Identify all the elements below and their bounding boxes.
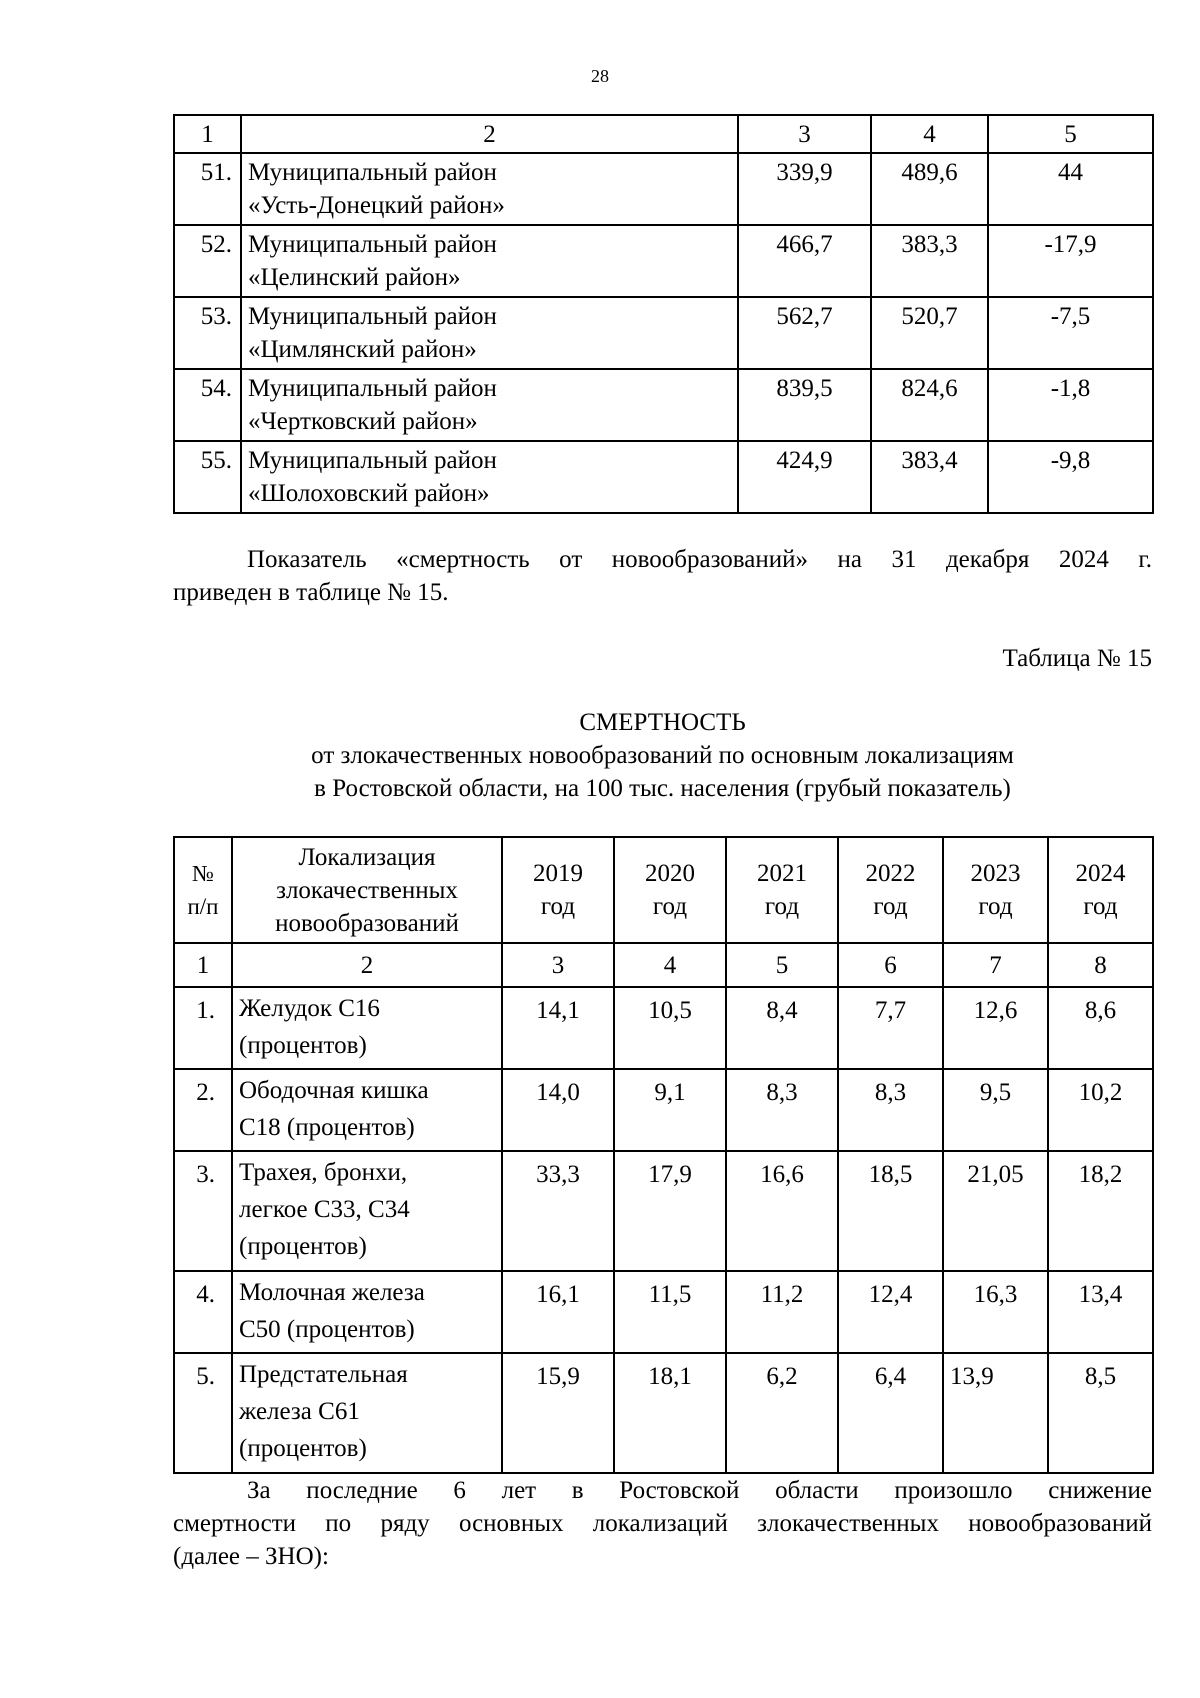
value-cell: 383,4: [871, 441, 988, 513]
title-line: СМЕРТНОСТЬ: [579, 709, 746, 736]
value-cell: -17,9: [988, 225, 1153, 297]
table-row: [174, 297, 1153, 369]
paragraph-line: приведен в таблице № 15.: [173, 579, 449, 606]
localization-name: Предстательная железа С61 (процентов): [232, 1353, 502, 1473]
title-line: от злокачественных новообразований по основным локализациям: [311, 742, 1014, 769]
row-number: 3.: [174, 1151, 232, 1271]
value-cell: 9,1: [614, 1069, 726, 1151]
header-cell: 2: [241, 115, 738, 153]
value-cell: -7,5: [988, 297, 1153, 369]
row-number: 2.: [174, 1069, 232, 1151]
paragraph-line: смертности по ряду основных локализаций злокачественных новообразований: [173, 1510, 1152, 1537]
row-number: 55.: [174, 441, 241, 513]
value-cell: 383,3: [871, 225, 988, 297]
table-row: [174, 987, 1153, 1069]
district-name: Муниципальный район «Цимлянский район»: [241, 297, 738, 369]
table-row: [174, 1271, 1153, 1353]
district-name: Муниципальный район «Целинский район»: [241, 225, 738, 297]
value-cell: 6,4: [838, 1353, 943, 1473]
value-cell: 9,5: [943, 1069, 1048, 1151]
row-number: 51.: [174, 153, 241, 225]
value-cell: 13,4: [1048, 1271, 1153, 1353]
paragraph-line: За последние 6 лет в Ростовской области произошло снижение: [247, 1477, 1152, 1504]
value-cell: -9,8: [988, 441, 1153, 513]
conclusion-paragraph: [173, 1474, 1152, 1573]
localization-name: Трахея, бронхи, легкое С33, С34 (процентов): [232, 1151, 502, 1271]
value-cell: 839,5: [738, 369, 871, 441]
table-row: [174, 369, 1153, 441]
header-year-cell: 2020 год: [614, 837, 726, 943]
table-row: [174, 1069, 1153, 1151]
value-cell: 10,5: [614, 987, 726, 1069]
value-cell: 6,2: [726, 1353, 838, 1473]
value-cell: 16,1: [502, 1271, 614, 1353]
value-cell: 11,2: [726, 1271, 838, 1353]
header-year-cell: 2019 год: [502, 837, 614, 943]
mortality-table: [173, 836, 1154, 1474]
value-cell: 424,9: [738, 441, 871, 513]
column-number: 8: [1048, 943, 1153, 987]
value-cell: 520,7: [871, 297, 988, 369]
value-cell: 8,3: [838, 1069, 943, 1151]
column-number: 3: [502, 943, 614, 987]
page-number: 28: [591, 66, 609, 86]
header-year-cell: 2023 год: [943, 837, 1048, 943]
header-cell: 4: [871, 115, 988, 153]
row-number: 53.: [174, 297, 241, 369]
value-cell: 21,05: [943, 1151, 1048, 1271]
table-header-row: [174, 115, 1153, 153]
value-cell: 12,6: [943, 987, 1048, 1069]
column-number-row: [174, 943, 1153, 987]
value-cell: 339,9: [738, 153, 871, 225]
row-number: 5.: [174, 1353, 232, 1473]
value-cell: 18,2: [1048, 1151, 1153, 1271]
column-number: 1: [174, 943, 232, 987]
header-year-cell: 2024 год: [1048, 837, 1153, 943]
value-cell: 10,2: [1048, 1069, 1153, 1151]
value-cell: 824,6: [871, 369, 988, 441]
table-caption: Таблица № 15: [1002, 645, 1152, 672]
value-cell: 8,4: [726, 987, 838, 1069]
paragraph-line: Показатель «смертность от новообразований» на 31 декабря 2024 г.: [247, 546, 1152, 573]
value-cell: 15,9: [502, 1353, 614, 1473]
district-name: Муниципальный район «Чертковский район»: [241, 369, 738, 441]
value-cell: 7,7: [838, 987, 943, 1069]
table-row: [174, 1151, 1153, 1271]
district-name: Муниципальный район «Усть-Донецкий район»: [241, 153, 738, 225]
value-cell: 16,3: [943, 1271, 1048, 1353]
value-cell: 18,5: [838, 1151, 943, 1271]
header-cell: 1: [174, 115, 241, 153]
value-cell: 8,6: [1048, 987, 1153, 1069]
value-cell: 14,0: [502, 1069, 614, 1151]
value-cell: 13,9: [943, 1353, 1048, 1473]
table-header-row: [174, 837, 1153, 943]
value-cell: -1,8: [988, 369, 1153, 441]
table-row: [174, 153, 1153, 225]
value-cell: 33,3: [502, 1151, 614, 1271]
header-year-cell: 2022 год: [838, 837, 943, 943]
header-year-cell: 2021 год: [726, 837, 838, 943]
column-number: 6: [838, 943, 943, 987]
value-cell: 17,9: [614, 1151, 726, 1271]
value-cell: 8,3: [726, 1069, 838, 1151]
localization-name: Желудок С16 (процентов): [232, 987, 502, 1069]
value-cell: 16,6: [726, 1151, 838, 1271]
localization-name: Молочная железа С50 (процентов): [232, 1271, 502, 1353]
column-number: 2: [232, 943, 502, 987]
row-number: 1.: [174, 987, 232, 1069]
intro-paragraph: [173, 543, 1152, 609]
value-cell: 12,4: [838, 1271, 943, 1353]
column-number: 4: [614, 943, 726, 987]
value-cell: 14,1: [502, 987, 614, 1069]
table-row: [174, 225, 1153, 297]
value-cell: 466,7: [738, 225, 871, 297]
table-title: [173, 706, 1152, 805]
header-localization-cell: Локализация злокачественных новообразований: [232, 837, 502, 943]
value-cell: 11,5: [614, 1271, 726, 1353]
value-cell: 18,1: [614, 1353, 726, 1473]
row-number: 52.: [174, 225, 241, 297]
column-number: 7: [943, 943, 1048, 987]
header-cell: 5: [988, 115, 1153, 153]
value-cell: 44: [988, 153, 1153, 225]
district-name: Муниципальный район «Шолоховский район»: [241, 441, 738, 513]
paragraph-line: (далее – ЗНО):: [173, 1543, 329, 1570]
header-num-cell: № п/п: [174, 837, 232, 943]
value-cell: 489,6: [871, 153, 988, 225]
column-number: 5: [726, 943, 838, 987]
table-row: [174, 441, 1153, 513]
value-cell: 562,7: [738, 297, 871, 369]
header-cell: 3: [738, 115, 871, 153]
title-line: в Ростовской области, на 100 тыс. населения (грубый показатель): [314, 775, 1011, 802]
value-cell: 8,5: [1048, 1353, 1153, 1473]
row-number: 54.: [174, 369, 241, 441]
localization-name: Ободочная кишка С18 (процентов): [232, 1069, 502, 1151]
districts-table: [173, 114, 1154, 514]
row-number: 4.: [174, 1271, 232, 1353]
table-row: [174, 1353, 1153, 1473]
